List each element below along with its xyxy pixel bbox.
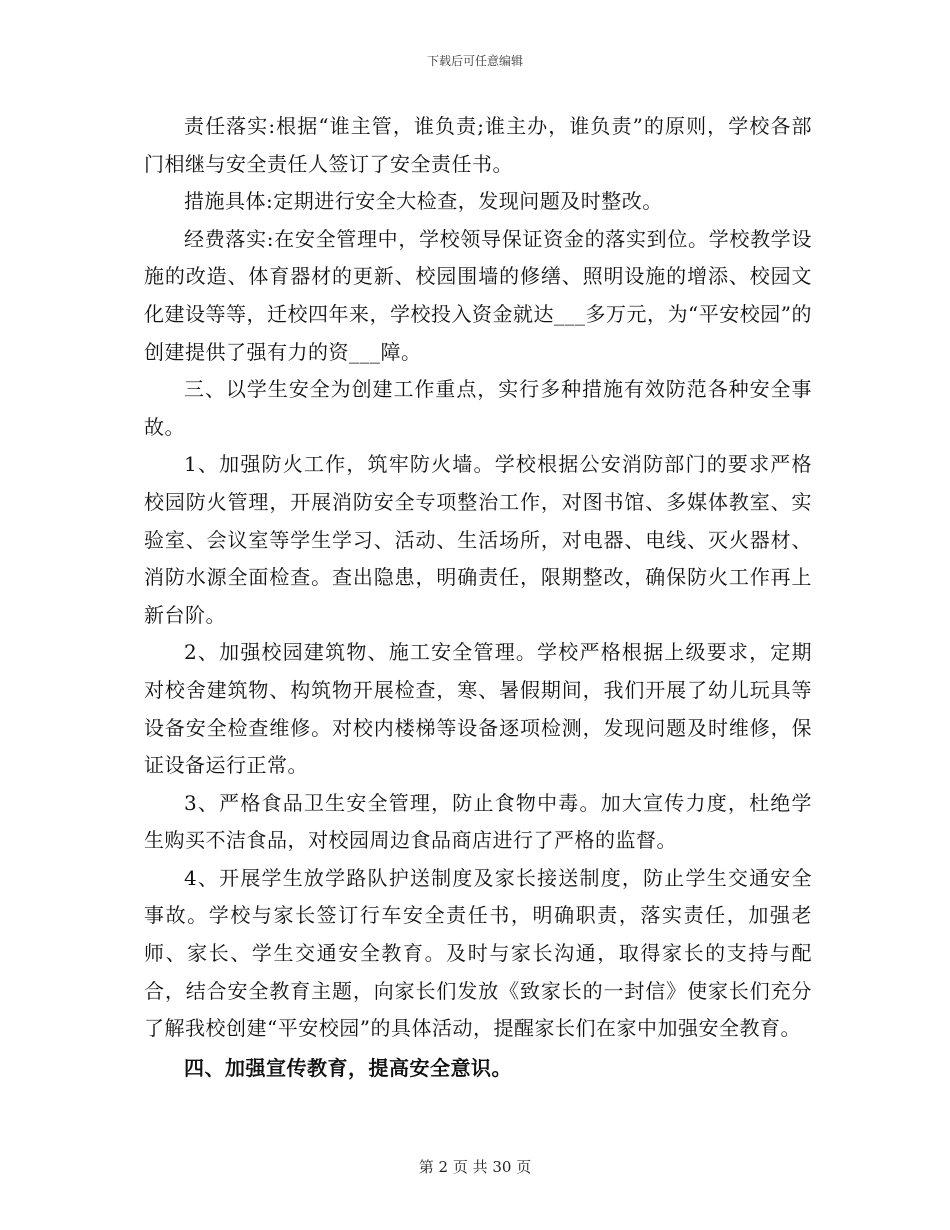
paragraph-building-safety: 2、加强校园建筑物、施工安全管理。学校严格根据上级要求，定期对校舍建筑物、构筑物开展检查，寒、暑假期间，我们开展了幼儿玩具等设备安全检查维修。对校内楼梯等设备逐项检测，发现问题及时维修，保证设备运行正常。 bbox=[144, 640, 812, 778]
paragraph-responsibility: 责任落实:根据“谁主管，谁负责;谁主办，谁负责”的原则，学校各部门相继与安全责任人签订了安全责任书。 bbox=[144, 114, 812, 176]
paragraph-measures: 措施具体:定期进行安全大检查，发现问题及时整改。 bbox=[184, 189, 663, 214]
page-header-note: 下载后可任意编辑 bbox=[426, 54, 523, 68]
page-number-footer: 第 2 页 共 30 页 bbox=[418, 1158, 532, 1176]
paragraph-section-three: 三、以学生安全为创建工作重点，实行多种措施有效防范各种安全事故。 bbox=[144, 377, 812, 439]
document-body bbox=[144, 108, 812, 1087]
paragraph-fire-safety: 1、加强防火工作，筑牢防火墙。学校根据公安消防部门的要求严格校园防火管理，开展消防安全专项整治工作，对图书馆、多媒体教室、实验室、会议室等学生学习、活动、生活场所，对电器、电线、灭火器材、消防水源全面检查。查出隐患，明确责任，限期整改，确保防火工作再上新台阶。 bbox=[144, 452, 812, 627]
section-heading-four: 四、加强宣传教育，提高安全意识。 bbox=[184, 1055, 512, 1080]
paragraph-traffic-safety: 4、开展学生放学路队护送制度及家长接送制度，防止学生交通安全事故。学校与家长签订行车安全责任书，明确职责，落实责任，加强老师、家长、学生交通安全教育。及时与家长沟通，取得家长的支持与配合，结合安全教育主题，向家长们发放《致家长的一封信》使家长们充分了解我校创建“平安校园”的具体活动，提醒家长们在家中加强安全教育。 bbox=[144, 865, 812, 1041]
paragraph-food-safety: 3、严格食品卫生安全管理，防止食物中毒。加大宣传力度，杜绝学生购买不洁食品，对校园周边食品商店进行了严格的监督。 bbox=[144, 790, 812, 853]
paragraph-funding: 经费落实:在安全管理中，学校领导保证资金的落实到位。学校教学设施的改造、体育器材的更新、校园围墙的修缮、照明设施的增添、校园文化建设等等，迁校四年来，学校投入资金就达___多万元，为“平安校园”的创建提供了强有力的资___障。 bbox=[144, 226, 812, 364]
